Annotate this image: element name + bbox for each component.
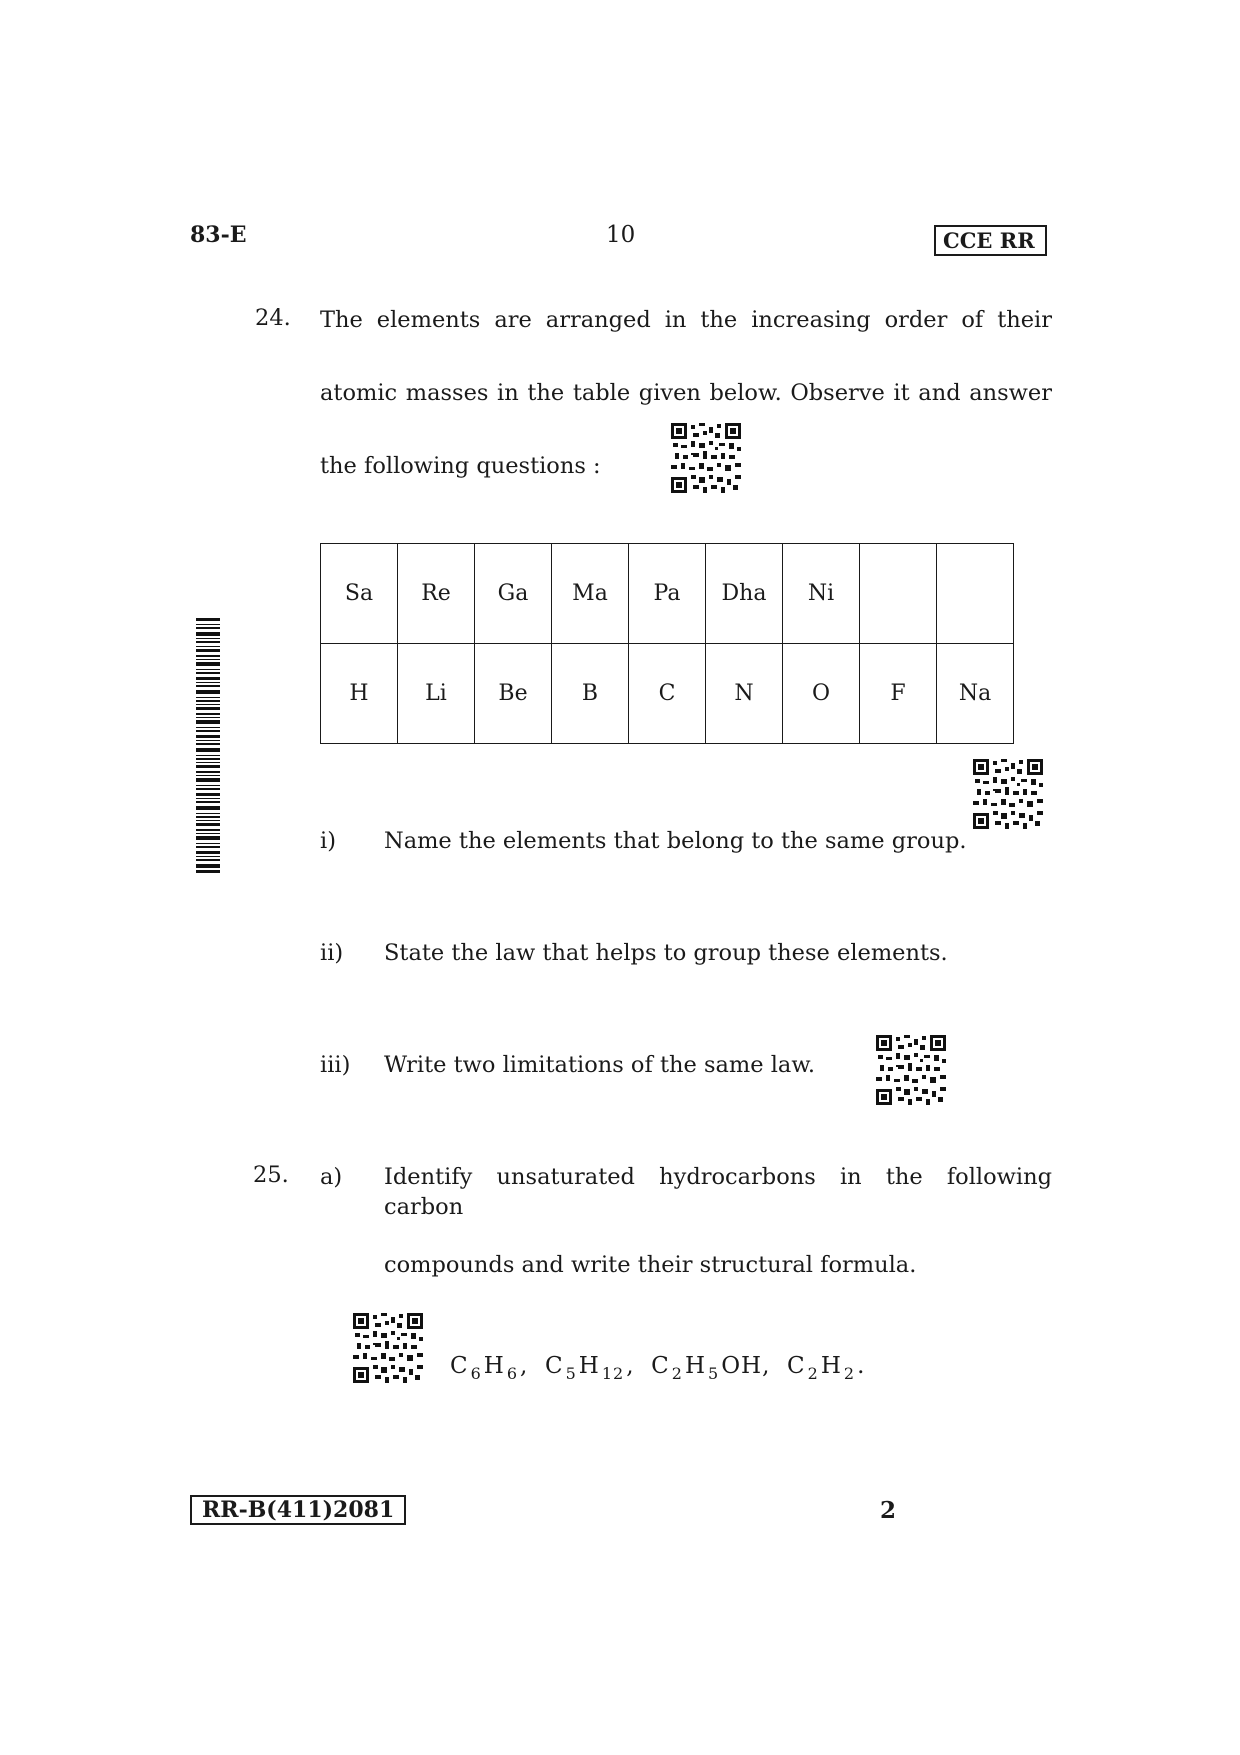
- formula-symbol: H: [578, 1353, 600, 1379]
- elements-table: [320, 543, 1014, 744]
- page-number: 10: [606, 222, 636, 248]
- question-25-number: 25.: [253, 1162, 289, 1188]
- table-cell: O: [783, 644, 860, 744]
- qr-code-icon: [973, 759, 1043, 829]
- paper-code: 83-E: [190, 222, 247, 248]
- formula-subscript: 6: [506, 1364, 519, 1383]
- formula-symbol: C: [450, 1353, 469, 1379]
- formula-separator: ,: [626, 1353, 635, 1379]
- table-row: [321, 644, 1014, 744]
- footer-code-box: RR-B(411)2081: [190, 1495, 406, 1525]
- formula-subscript: 5: [565, 1364, 577, 1383]
- exam-code-box: CCE RR: [934, 225, 1047, 256]
- formula-symbol: C: [787, 1353, 806, 1379]
- formula-subscript: 2: [843, 1364, 856, 1383]
- table-cell: Sa: [321, 544, 398, 644]
- table-cell: H: [321, 644, 398, 744]
- qr-code-icon: [671, 423, 741, 493]
- formula-symbol: H: [483, 1353, 505, 1379]
- table-cell: Ga: [475, 544, 552, 644]
- qr-code-icon: [353, 1313, 423, 1383]
- question-25-part-label: a): [320, 1164, 343, 1190]
- formula-subscript: 2: [807, 1364, 819, 1383]
- table-cell: B: [552, 644, 629, 744]
- table-cell: Ma: [552, 544, 629, 644]
- formula-subscript: 6: [470, 1364, 482, 1383]
- part-label-ii: ii): [320, 940, 344, 966]
- table-cell: Dha: [706, 544, 783, 644]
- formula-symbol: C: [544, 1353, 564, 1379]
- table-cell: Be: [475, 644, 552, 744]
- table-cell: Ni: [783, 544, 860, 644]
- part-label-iii: iii): [320, 1052, 351, 1078]
- barcode: [196, 618, 220, 873]
- formula-subscript: 5: [708, 1364, 720, 1383]
- part-text-ii: State the law that helps to group these elements.: [384, 940, 948, 966]
- table-cell: N: [706, 644, 783, 744]
- qr-code-icon: [876, 1035, 946, 1105]
- table-row: [321, 544, 1014, 644]
- question-24-line-3: the following questions :: [320, 453, 601, 479]
- formula-symbol: H: [684, 1353, 706, 1379]
- formula-subscript: 12: [601, 1364, 625, 1383]
- footer-page-number: 2: [880, 1497, 897, 1524]
- table-cell: Pa: [629, 544, 706, 644]
- question-25-line-2: compounds and write their structural formula.: [384, 1252, 917, 1278]
- question-24-line-1: The elements are arranged in the increasing order of their: [320, 307, 1052, 333]
- formula-subscript: 2: [671, 1364, 683, 1383]
- question-24-line-2: atomic masses in the table given below. Observe it and answer: [320, 380, 1052, 406]
- formula-symbol: H: [820, 1353, 842, 1379]
- part-text-i: Name the elements that belong to the same group.: [384, 828, 967, 854]
- formula-symbol: C: [651, 1353, 670, 1379]
- question-25-line-1: Identify unsaturated hydrocarbons in the following carbon: [384, 1164, 1052, 1220]
- part-label-i: i): [320, 828, 336, 854]
- table-cell: [937, 544, 1014, 644]
- table-cell: Na: [937, 644, 1014, 744]
- formula-end: .: [857, 1353, 866, 1379]
- table-cell: Li: [398, 644, 475, 744]
- formula-symbol: OH,: [721, 1353, 771, 1379]
- table-cell: Re: [398, 544, 475, 644]
- question-24-number: 24.: [255, 305, 291, 331]
- table-cell: F: [860, 644, 937, 744]
- part-text-iii: Write two limitations of the same law.: [384, 1052, 816, 1078]
- hydrocarbon-formulas: [450, 1353, 865, 1383]
- table-cell: [860, 544, 937, 644]
- table-cell: C: [629, 644, 706, 744]
- formula-separator: ,: [520, 1353, 529, 1379]
